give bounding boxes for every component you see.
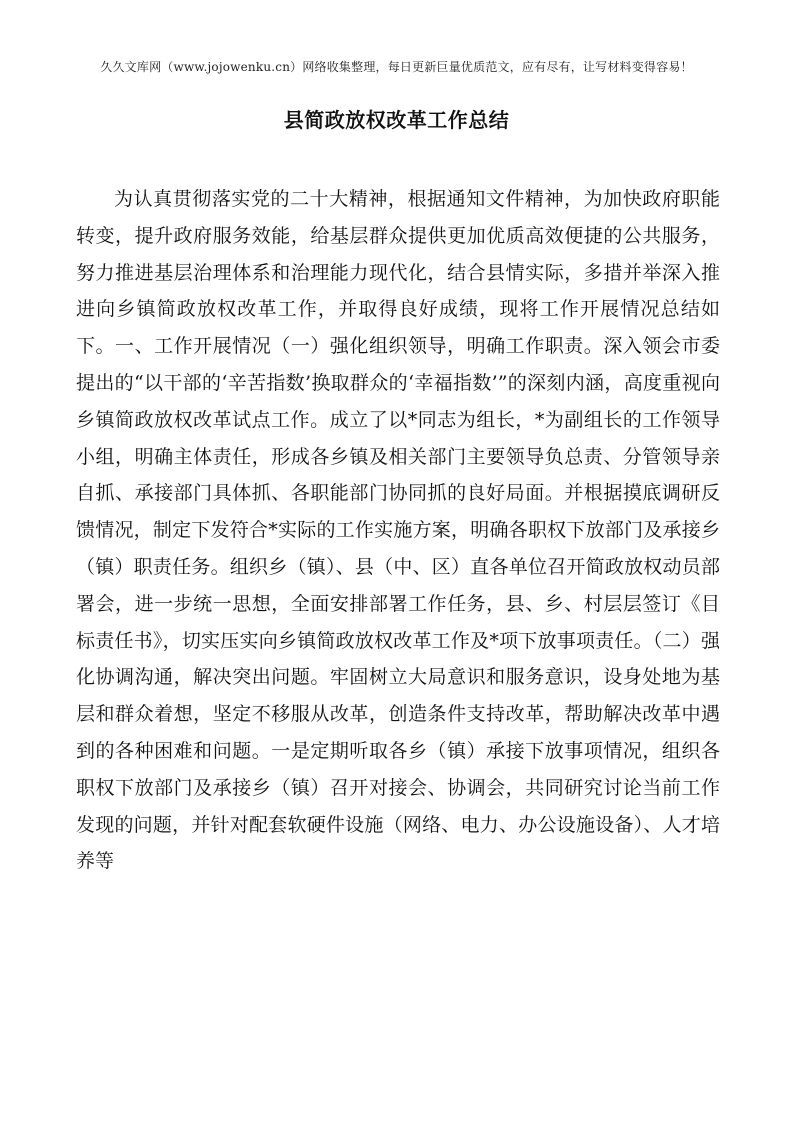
header-note: 久久文库网（www.jojowenku.cn）网络收集整理，每日更新巨量优质范文，应有尽有，让写材料变得容易！ (100, 60, 693, 74)
document-title: 县简政放权改革工作总结 (283, 108, 510, 132)
body-paragraph: 为认真贯彻落实党的二十大精神，根据通知文件精神，为加快政府职能转变，提升政府服务效能，给基层群众提供更加优质高效便捷的公共服务，努力推进基层治理体系和治理能力现代化，结合县情实际，多措并举深入推进向乡镇简政放权改革工作，并取得良好成绩，现将工作开展情况总结如下。一、工作开展情况（一）强化组织领导，明确工作职责。深入领会市委提出的“以干部的‘辛苦指数’换取群众的‘幸福指数’”的深刻内涵，高度重视向乡镇简政放权改革试点工作。成立了以*同志为组长，*为副组长的工作领导小组，明确主体责任，形成各乡镇及相关部门主要领导负总责、分管领导亲自抓、承接部门具体抓、各职能部门协同抓的良好局面。并根据摸底调研反馈情况，制定下发符合*实际的工作实施方案，明确各职权下放部门及承接乡（镇）职责任务。组织乡（镇）、县（中、区）直各单位召开简政放权动员部署会，进一步统一思想，全面安排部署工作任务，县、乡、村层层签订《目标责任书》，切实压实向乡镇简政放权改革工作及*项下放事项责任。（二）强化协调沟通，解决突出问题。牢固树立大局意识和服务意识，设身处地为基层和群众着想，坚定不移服从改革，创造条件支持改革，帮助解决改革中遇到的各种困难和问题。一是定期听取各乡（镇）承接下放事项情况，组织各职权下放部门及承接乡（镇）召开对接会、协调会，共同研究讨论当前工作发现的问题，并针对配套软硬件设施（网络、电力、办公设施设备）、人才培养等 (76, 188, 720, 873)
